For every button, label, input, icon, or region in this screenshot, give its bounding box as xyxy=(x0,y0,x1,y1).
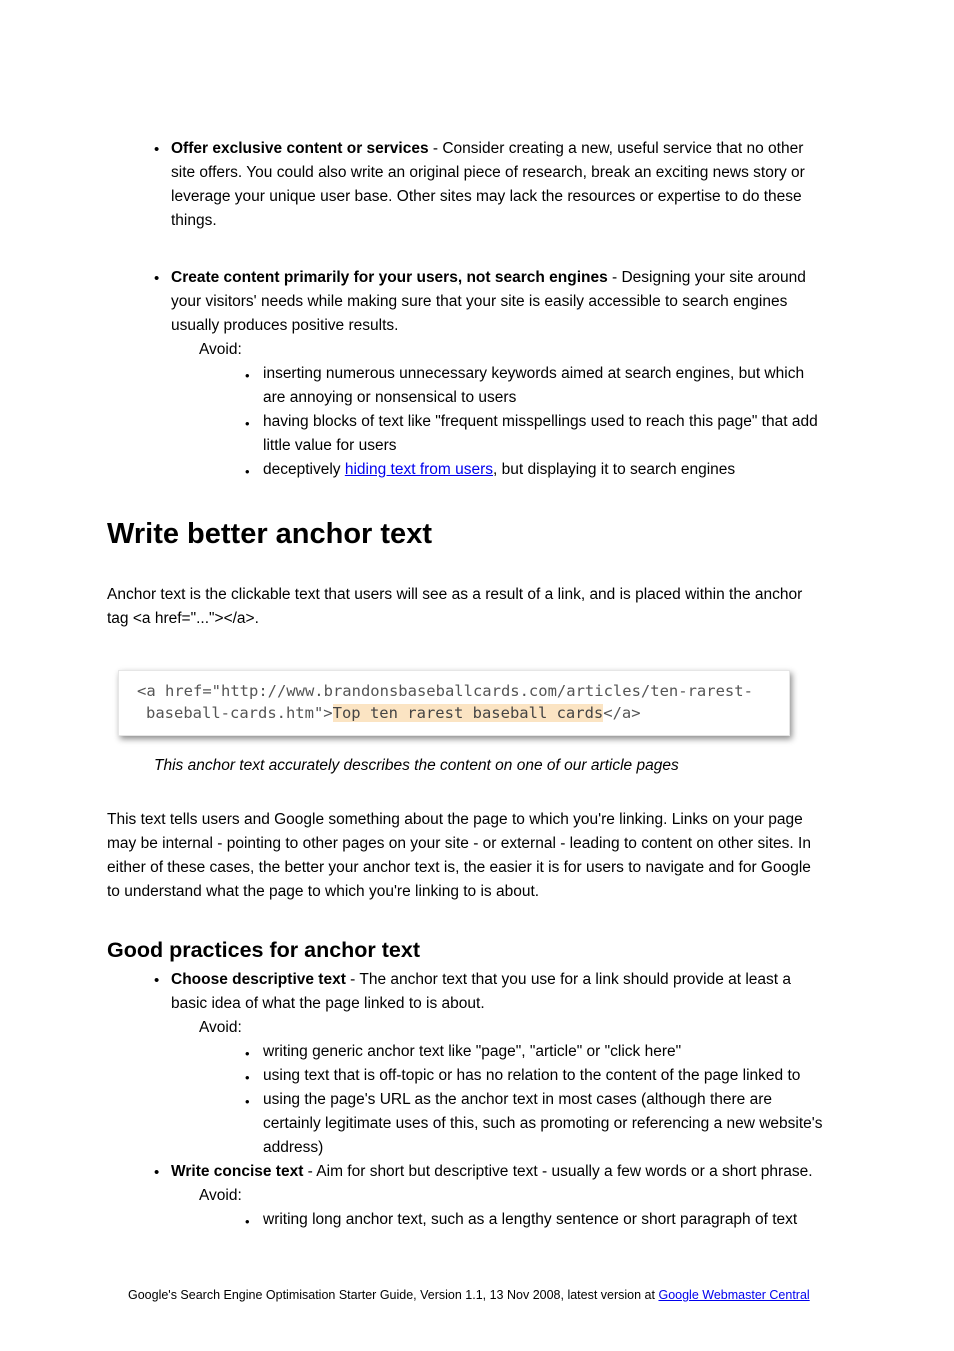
item-text: basic idea of what the page linked to is about. xyxy=(171,995,485,1012)
body-paragraph xyxy=(107,808,811,904)
item-text: leverage your unique user base. Other sites may lack the resources or expertise to do these xyxy=(171,188,802,205)
item-text: - Consider creating a new, useful service that no other xyxy=(428,140,804,157)
paragraph-line: may be internal - pointing to other pages on your site - or external - leading to content on other sites. In xyxy=(107,835,811,852)
paragraph-line: This text tells users and Google something about the page to which you're linking. Links on your page xyxy=(107,811,803,828)
item-title: Offer exclusive content or services xyxy=(171,140,429,157)
paragraph-line: either of these cases, the better your anchor text is, the easier it is for users to navigate and for Google xyxy=(107,859,811,876)
list-item xyxy=(171,1160,813,1184)
bullet-dot: • xyxy=(245,1046,250,1061)
intro-paragraph xyxy=(107,583,802,631)
hiding-text-link[interactable]: hiding text from users xyxy=(344,461,494,478)
item-text: inserting numerous unnecessary keywords aimed at search engines, but which xyxy=(263,365,805,382)
sub-list-item: using text that is off-topic or has no relation to the content of the page linked to xyxy=(263,1067,801,1084)
item-text: little value for users xyxy=(263,437,397,454)
list-item xyxy=(171,266,806,338)
paragraph-line: tag <a href="..."></a>. xyxy=(107,610,259,627)
item-text: - Aim for short but descriptive text - usually a few words or a short phrase. xyxy=(303,1163,813,1180)
bullet-dot: • xyxy=(154,972,160,989)
bullet-dot: • xyxy=(245,416,250,431)
paragraph-line: to understand what the page to which you're linking to is about. xyxy=(107,883,540,900)
bullet-dot: • xyxy=(245,1214,250,1229)
item-title: Choose descriptive text xyxy=(171,971,346,988)
item-title: Create content primarily for your users, not search engines xyxy=(171,269,608,286)
item-text: your visitors' needs while making sure that your site is easily accessible to search engines xyxy=(171,293,788,310)
item-text: certainly legitimate uses of this, such as promoting or referencing a new website's xyxy=(263,1115,823,1132)
bullet-dot: • xyxy=(245,464,250,479)
item-text: having blocks of text like "frequent misspellings used to reach this page" that add xyxy=(263,413,818,430)
sub-list-item: writing generic anchor text like "page", "article" or "click here" xyxy=(263,1043,682,1060)
code-text: baseball-cards.htm"> xyxy=(146,704,333,722)
image-caption: This anchor text accurately describes the content on one of our article pages xyxy=(154,757,679,774)
item-title: Write concise text xyxy=(171,1163,304,1180)
bullet-dot: • xyxy=(154,270,160,287)
item-text: things. xyxy=(171,212,217,229)
code-line: <a href="http://www.brandonsbaseballcards.com/articles/ten-rarest- xyxy=(137,682,753,700)
item-text: address) xyxy=(263,1139,324,1156)
item-text: using the page's URL as the anchor text in most cases (although there are xyxy=(263,1091,773,1108)
section-heading: Write better anchor text xyxy=(107,518,432,550)
avoid-label: Avoid: xyxy=(199,341,242,358)
item-text: - The anchor text that you use for a link should provide at least a xyxy=(345,971,792,988)
code-example-box xyxy=(118,670,790,736)
sub-list-item: writing long anchor text, such as a lengthy sentence or short paragraph of text xyxy=(263,1211,798,1228)
sub-list-item xyxy=(263,410,818,458)
highlighted-anchor-text: Top ten rarest baseball cards xyxy=(332,704,604,722)
item-text: deceptively xyxy=(263,461,345,478)
bullet-dot: • xyxy=(154,1164,160,1181)
list-item xyxy=(171,137,805,233)
item-text: are annoying or nonsensical to users xyxy=(263,389,517,406)
footer-text: Google's Search Engine Optimisation Starter Guide, Version 1.1, 13 Nov 2008, latest version at xyxy=(128,1288,659,1302)
avoid-label: Avoid: xyxy=(199,1187,242,1204)
subsection-heading: Good practices for anchor text xyxy=(107,938,421,962)
item-text: usually produces positive results. xyxy=(171,317,399,334)
sub-list-item xyxy=(263,458,735,482)
code-text: </a> xyxy=(603,704,641,722)
item-text: - Designing your site around xyxy=(607,269,806,286)
item-text: , but displaying it to search engines xyxy=(493,461,736,478)
bullet-dot: • xyxy=(245,1094,250,1109)
bullet-dot: • xyxy=(245,368,250,383)
webmaster-central-link[interactable]: Google Webmaster Central xyxy=(658,1288,810,1302)
paragraph-line: Anchor text is the clickable text that users will see as a result of a link, and is placed within the anchor xyxy=(107,586,803,603)
item-text: site offers. You could also write an original piece of research, break an exciting news story or xyxy=(171,164,805,181)
sub-list-item xyxy=(263,1088,823,1160)
list-item xyxy=(171,968,791,1016)
bullet-dot: • xyxy=(154,141,160,158)
page-footer xyxy=(128,1286,810,1304)
avoid-label: Avoid: xyxy=(199,1019,242,1036)
bullet-dot: • xyxy=(245,1070,250,1085)
code-line xyxy=(146,704,641,722)
sub-list-item xyxy=(263,362,804,410)
